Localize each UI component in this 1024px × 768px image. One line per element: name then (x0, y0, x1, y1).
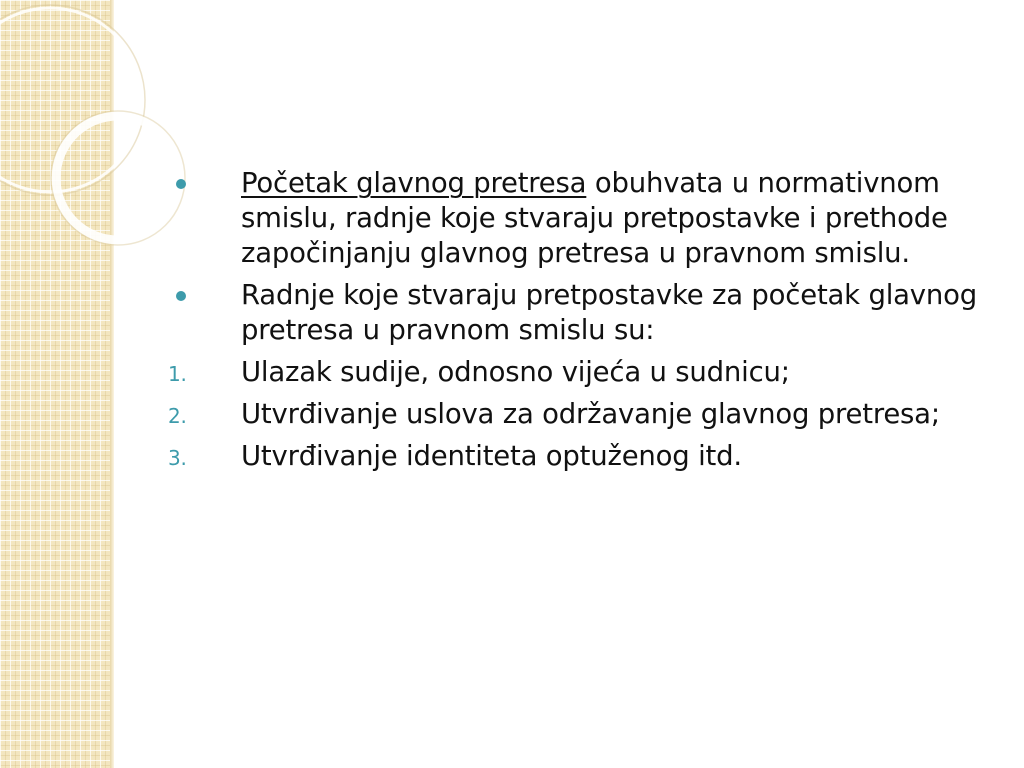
slide-content (160, 166, 980, 481)
bullet-text-1-rest: obuhvata u normativnom smislu, radnje koje stvaraju pretpostavke i prethode započinjanju glavnog pretresa u pravnom smislu. (241, 167, 948, 269)
numbered-item-1 (160, 355, 980, 390)
number-marker: 3. (168, 446, 187, 470)
decorative-ring-large-shadow (0, 5, 145, 195)
number-marker: 2. (168, 404, 187, 428)
number-marker: 1. (168, 362, 187, 386)
bullet-dot-icon (176, 291, 186, 301)
numbered-text-3: Utvrđivanje identiteta optuženog itd. (241, 440, 742, 472)
numbered-item-3 (160, 439, 980, 474)
numbered-text-1: Ulazak sudije, odnosno vijeća u sudnicu; (241, 356, 790, 388)
bullet-item-2 (160, 278, 980, 348)
bullet-text-1 (241, 166, 980, 271)
bullet-dot-icon (176, 179, 186, 189)
bullet-text-2: Radnje koje stvaraju pretpostavke za početak glavnog pretresa u pravnom smislu su: (241, 279, 977, 346)
numbered-item-2 (160, 397, 980, 432)
numbered-text-2: Utvrđivanje uslova za održavanje glavnog pretresa; (241, 398, 940, 430)
bullet-item-1 (160, 166, 980, 271)
underlined-phrase: Početak glavnog pretresa (241, 167, 587, 199)
